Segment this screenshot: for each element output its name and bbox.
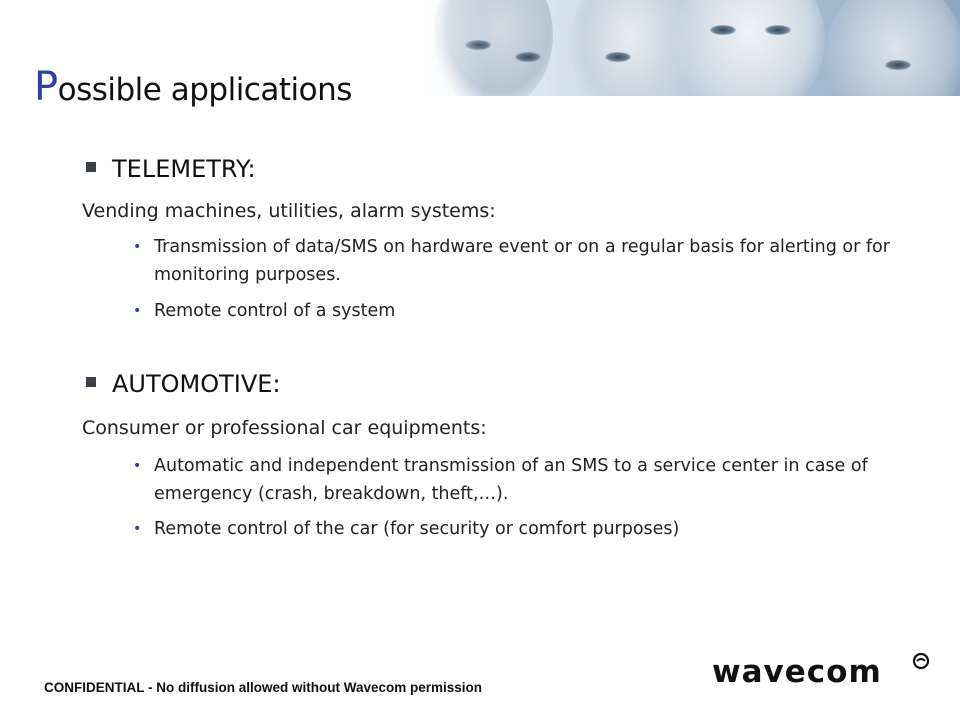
logo-text: wavecom	[712, 654, 882, 690]
section-heading-telemetry	[86, 155, 256, 183]
wavecom-logo	[712, 650, 932, 690]
title-rest: ossible applications	[57, 72, 352, 108]
square-bullet-icon	[86, 162, 96, 172]
list-item	[133, 452, 893, 508]
bullet-dot-icon: •	[133, 239, 142, 255]
list-item-text: Automatic and independent transmission of an SMS to a service center in case of emergency (crash, breakdown, theft,…).	[154, 456, 868, 504]
logo-swirl-inner	[917, 659, 925, 661]
logo-swirl-icon	[914, 654, 928, 668]
list-item-text: Transmission of data/SMS on hardware event or on a regular basis for alerting or for monitoring purposes.	[154, 237, 890, 285]
section-subheading: Consumer or professional car equipments:	[82, 417, 487, 439]
section-heading-text: TELEMETRY:	[112, 155, 256, 183]
bullet-dot-icon: •	[133, 458, 142, 474]
bullet-dot-icon: •	[133, 521, 142, 537]
bullet-dot-icon: •	[133, 303, 142, 319]
title-initial: P	[34, 64, 58, 110]
section-heading-automotive	[86, 370, 281, 398]
square-bullet-icon	[86, 377, 96, 387]
list-item-text: Remote control of the car (for security or comfort purposes)	[154, 519, 680, 539]
list-item	[133, 233, 893, 289]
list-item	[133, 515, 893, 543]
list-item	[133, 297, 893, 325]
confidential-footer: CONFIDENTIAL - No diffusion allowed without Wavecom permission	[44, 680, 483, 695]
list-item-text: Remote control of a system	[154, 301, 396, 321]
section-subheading: Vending machines, utilities, alarm systems:	[82, 200, 496, 222]
section-heading-text: AUTOMOTIVE:	[112, 370, 281, 398]
